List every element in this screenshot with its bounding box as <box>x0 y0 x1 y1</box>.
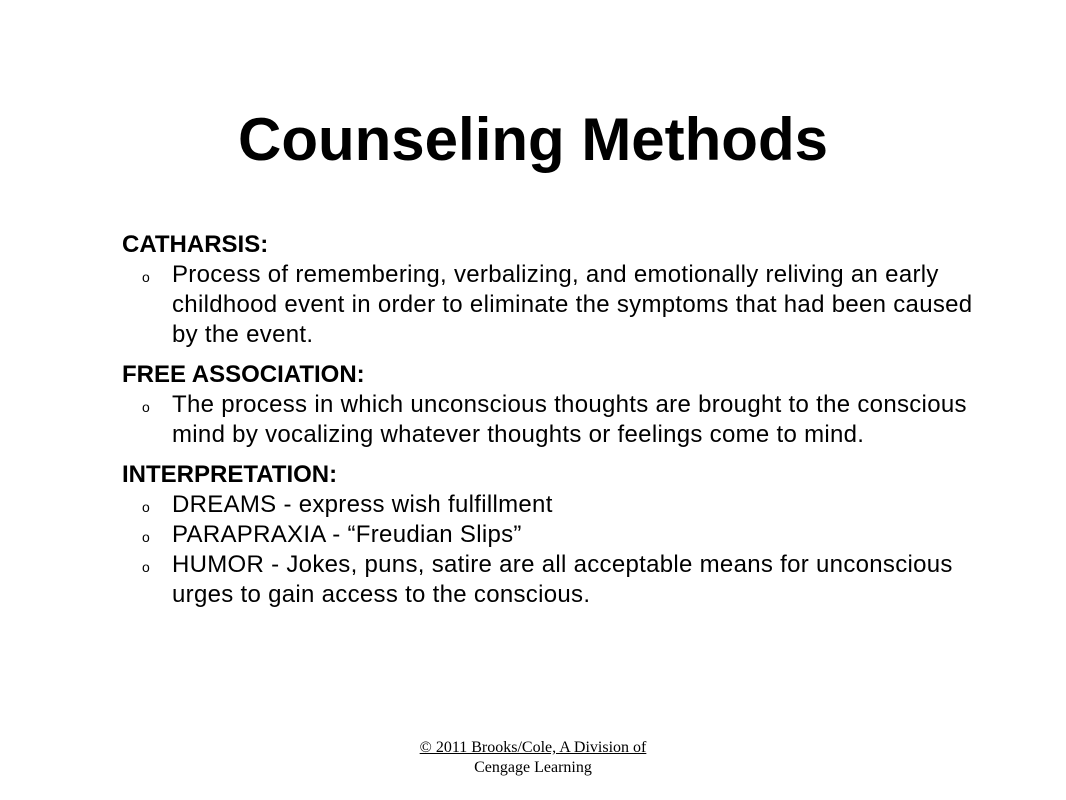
list-item-text: PARAPRAXIA - “Freudian Slips” <box>172 521 522 548</box>
section-interpretation <box>122 460 1002 610</box>
section-heading: FREE ASSOCIATION: <box>122 361 365 388</box>
section-list <box>122 390 1002 450</box>
list-item-text: DREAMS - express wish fulfillment <box>172 491 553 518</box>
bullet-icon: o <box>142 559 151 575</box>
list-item <box>122 390 1002 450</box>
list-item-text: Process of remembering, verbalizing, and emotionally reliving an early childhood event in order to eliminate the symptoms that had been caused by the event. <box>172 261 973 348</box>
publisher-line: Cengage Learning <box>474 759 592 776</box>
copyright-line: © 2011 Brooks/Cole, A Division of <box>419 739 647 756</box>
section-list <box>122 260 1002 350</box>
list-item-text: HUMOR - Jokes, puns, satire are all acceptable means for unconscious urges to gain access to the conscious. <box>172 551 953 608</box>
list-item <box>122 550 1002 610</box>
bullet-icon: o <box>142 269 151 285</box>
section-free-association <box>122 360 1002 450</box>
list-item <box>122 260 1002 350</box>
section-heading: INTERPRETATION: <box>122 461 338 488</box>
section-catharsis <box>122 230 1002 350</box>
section-list <box>122 490 1002 610</box>
bullet-icon: o <box>142 499 151 515</box>
slide-title: Counseling Methods <box>238 106 828 173</box>
section-heading: CATHARSIS: <box>122 231 269 258</box>
bullet-icon: o <box>142 529 151 545</box>
slide-content <box>122 230 1002 620</box>
list-item <box>122 520 1002 550</box>
bullet-icon: o <box>142 399 151 415</box>
list-item-text: The process in which unconscious thoughts are brought to the conscious mind by vocalizing whatever thoughts or feelings come to mind. <box>172 391 967 448</box>
copyright-footer <box>0 738 1066 778</box>
list-item <box>122 490 1002 520</box>
